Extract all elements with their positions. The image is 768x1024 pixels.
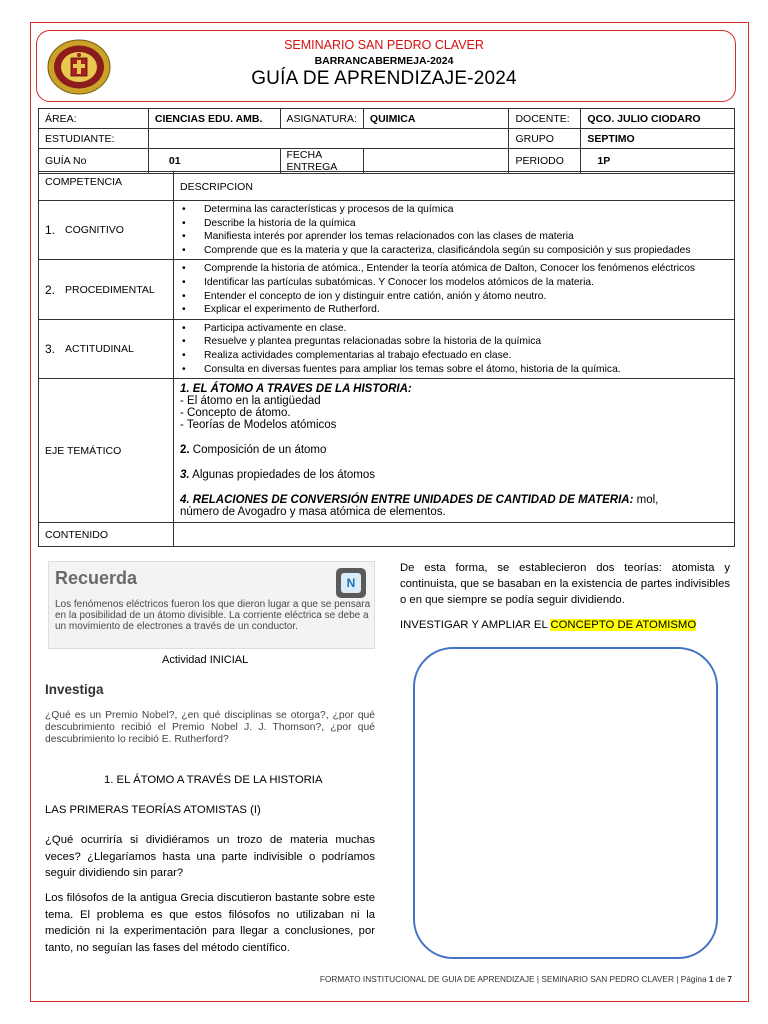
comp-num: 2. — [45, 282, 56, 297]
cognitivo-list — [178, 203, 730, 257]
list-item: • Explicar el experimento de Rutherford. — [178, 303, 730, 317]
subject-label: ASIGNATURA: — [280, 109, 363, 129]
period-value: 1P — [581, 149, 735, 174]
eje-tematico-row — [39, 379, 735, 523]
comp-num: 1. — [45, 223, 56, 238]
info-row-guide — [39, 149, 735, 174]
recuerda-text: Los fenómenos eléctricos fueron los que dieron lugar a que se pensara en la posibilidad de un átomo divisible. La corriente eléctrica se debe a un movimiento de electrones a través de un conductor. — [55, 599, 371, 632]
theories-paragraph: De esta forma, se establecieron dos teorías: atomista y continuista, que se basaban en la existencia de partes indivisibles o en que siempre se podía seguir dividiendo. — [400, 562, 730, 606]
list-item: • Resuelve y plantea preguntas relacionadas sobre la historia de la química — [178, 335, 730, 349]
eje-topic-3: 3. Algunas propiedades de los átomos — [180, 469, 375, 482]
eje-topic-4: 4. RELACIONES DE CONVERSIÓN ENTRE UNIDADES DE CANTIDAD DE MATERIA: mol, — [180, 494, 659, 507]
comp-label-actitudinal: ACTITUDINAL — [65, 342, 134, 355]
city-year: BARRANCABERMEJA-2024 — [314, 55, 454, 67]
list-item: • Participa activamente en clase. — [178, 322, 730, 336]
footer: FORMATO INSTITUCIONAL DE GUIA DE APRENDIZAJE | SEMINARIO SAN PEDRO CLAVER | Página 1 de 7 — [319, 974, 732, 984]
teacher-value: QCO. JULIO CIODARO — [581, 109, 735, 129]
competencies-table — [38, 171, 735, 547]
eje-topic-2: 2. Composición de un átomo — [180, 444, 327, 457]
eje-topic-4-cont: número de Avogadro y masa atómica de elementos. — [180, 506, 446, 519]
recuerda-box — [48, 561, 375, 649]
list-item: • Comprende que es la materia y que la caracteriza, clasificándola según su composición y sus propiedades — [178, 244, 730, 258]
info-row-area — [39, 109, 735, 129]
comp-label-cognitivo: COGNITIVO — [65, 224, 124, 237]
actitudinal-list — [178, 322, 730, 376]
list-item: • Identificar las partículas subatómicas. Y Conocer los modelos atómicos de la materia. — [178, 276, 730, 290]
school-name: SEMINARIO SAN PEDRO CLAVER — [284, 38, 484, 52]
comp-row-actitudinal — [39, 319, 735, 378]
investiga-title: Investiga — [45, 682, 104, 697]
subsection-title: LAS PRIMERAS TEORÍAS ATOMISTAS (I) — [45, 804, 261, 816]
period-label: PERIODO — [509, 149, 581, 174]
eje-subitem: - Concepto de átomo. — [180, 407, 291, 420]
info-row-student — [39, 129, 735, 149]
comp-header-row — [39, 172, 735, 201]
teacher-label: DOCENTE: — [509, 109, 581, 129]
eje-topic-1: 1. EL ÁTOMO A TRAVES DE LA HISTORIA: — [180, 383, 412, 396]
student-field[interactable] — [148, 129, 509, 149]
procedimental-list — [178, 262, 730, 316]
answer-box[interactable] — [413, 647, 718, 959]
recuerda-title: Recuerda — [55, 568, 138, 588]
list-item: • Realiza actividades complementarias al trabajo efectuado en clase. — [178, 349, 730, 363]
area-value: CIENCIAS EDU. AMB. — [148, 109, 280, 129]
info-table — [38, 108, 735, 174]
eje-tematico-label: EJE TEMÁTICO — [39, 379, 174, 523]
actividad-inicial-caption: Actividad INICIAL — [162, 654, 249, 666]
section-title: 1. EL ÁTOMO A TRAVÉS DE LA HISTORIA — [104, 774, 323, 786]
list-item: • Determina las características y procesos de la química — [178, 203, 730, 217]
due-date-field[interactable] — [363, 149, 509, 174]
list-item: • Comprende la historia de atómica., Entender la teoría atómica de Dalton, Conocer los fenómenos eléctricos — [178, 262, 730, 276]
comp-num: 3. — [45, 341, 56, 356]
competencia-header: COMPETENCIA — [39, 172, 174, 201]
investigar-instruction: INVESTIGAR Y AMPLIAR EL CONCEPTO DE ATOMISMO — [400, 619, 697, 631]
student-label: ESTUDIANTE: — [39, 129, 149, 149]
contenido-field[interactable] — [174, 523, 735, 547]
group-label: GRUPO — [509, 129, 581, 149]
area-label: ÁREA: — [39, 109, 149, 129]
notebook-icon: N — [336, 568, 366, 598]
investiga-text: ¿Qué es un Premio Nobel?, ¿en qué disciplinas se otorga?, ¿por qué descubrimiento recibió el Premio Nobel J. J. Thomson?, ¿por qué descubrimiento lo recibió E. Rutherford? — [45, 710, 375, 745]
history-paragraph: Los filósofos de la antigua Grecia discutieron bastante sobre este tema. El problema es que estos filósofos no utilizaban ni la medición ni la experimentación para llegar a conclusiones, por tanto, no seguían las fases del método científico. — [45, 892, 375, 954]
list-item: • Manifiesta interés por aprender los temas relacionados con las clases de materia — [178, 230, 730, 244]
guide-label: GUÍA No — [39, 149, 149, 174]
eje-subitem: - El átomo en la antigüedad — [180, 395, 321, 408]
comp-row-cognitivo — [39, 201, 735, 260]
contenido-label: CONTENIDO — [39, 523, 174, 547]
atomismo-highlight: CONCEPTO DE ATOMISMO — [550, 619, 697, 631]
subject-value: QUIMICA — [363, 109, 509, 129]
contenido-row — [39, 523, 735, 547]
question-paragraph: ¿Qué ocurriría si dividiéramos un trozo de materia muchas veces? ¿Llegaríamos hasta una parte indivisible o podríamos seguir dividiendo sin parar? — [45, 834, 375, 879]
list-item: • Describe la historia de la química — [178, 217, 730, 231]
list-item: • Entender el concepto de ion y distinguir entre catión, anión y átomo neutro. — [178, 290, 730, 304]
descripcion-header: DESCRIPCION — [174, 172, 735, 201]
guide-value: 01 — [148, 149, 280, 174]
list-item: • Consulta en diversas fuentes para ampliar los temas sobre el átomo, historia de la química. — [178, 363, 730, 377]
due-date-label: FECHA ENTREGA — [280, 149, 363, 174]
eje-subitem: - Teorías de Modelos atómicos — [180, 419, 337, 432]
group-value: SEPTIMO — [581, 129, 735, 149]
comp-row-procedimental — [39, 260, 735, 319]
guide-title: GUÍA DE APRENDIZAJE-2024 — [251, 68, 517, 89]
comp-label-procedimental: PROCEDIMENTAL — [65, 283, 155, 296]
